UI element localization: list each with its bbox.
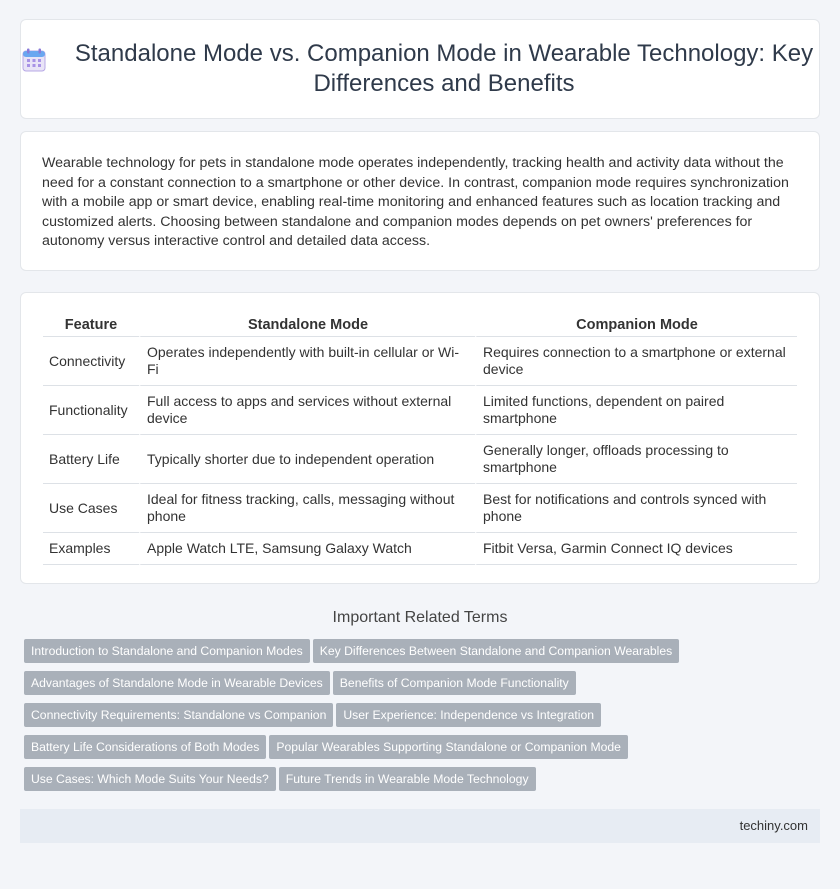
table-cell: Use Cases — [43, 484, 139, 533]
table-cell: Requires connection to a smartphone or external device — [475, 337, 797, 386]
comparison-table — [43, 313, 797, 565]
table-row — [43, 484, 797, 533]
table-cell: Fitbit Versa, Garmin Connect IQ devices — [475, 533, 797, 565]
header-card — [20, 19, 820, 119]
related-terms-title: Important Related Terms — [332, 609, 508, 626]
table-cell: Typically shorter due to independent operation — [139, 435, 475, 484]
column-header: Standalone Mode — [139, 313, 475, 337]
related-terms-list — [0, 639, 840, 799]
table-header-row — [43, 313, 797, 337]
table-cell: Connectivity — [43, 337, 139, 386]
intro-card — [20, 131, 820, 271]
related-term-tag[interactable]: Key Differences Between Standalone and Companion Wearables — [313, 639, 680, 663]
table-cell: Ideal for fitness tracking, calls, messaging without phone — [139, 484, 475, 533]
footer — [20, 809, 820, 843]
related-term-tag[interactable]: User Experience: Independence vs Integration — [336, 703, 601, 727]
table-row — [43, 337, 797, 386]
calendar-icon — [21, 60, 69, 78]
related-term-tag[interactable]: Popular Wearables Supporting Standalone or Companion Mode — [269, 735, 628, 759]
column-header: Feature — [43, 313, 139, 337]
related-term-tag[interactable]: Use Cases: Which Mode Suits Your Needs? — [24, 767, 276, 791]
related-term-tag[interactable]: Connectivity Requirements: Standalone vs Companion — [24, 703, 333, 727]
related-term-tag[interactable]: Benefits of Companion Mode Functionality — [333, 671, 576, 695]
column-header: Companion Mode — [475, 313, 797, 337]
related-term-tag[interactable]: Future Trends in Wearable Mode Technology — [279, 767, 536, 791]
comparison-table-card — [20, 292, 820, 584]
table-row — [43, 386, 797, 435]
related-term-tag[interactable]: Battery Life Considerations of Both Modes — [24, 735, 266, 759]
table-cell: Apple Watch LTE, Samsung Galaxy Watch — [139, 533, 475, 565]
table-cell: Battery Life — [43, 435, 139, 484]
related-term-tag[interactable]: Advantages of Standalone Mode in Wearable Devices — [24, 671, 330, 695]
table-cell: Examples — [43, 533, 139, 565]
page-title: Standalone Mode vs. Companion Mode in Wearable Technology: Key Differences and Benefits — [74, 40, 814, 97]
table-cell: Functionality — [43, 386, 139, 435]
related-term-tag[interactable]: Introduction to Standalone and Companion Modes — [24, 639, 310, 663]
table-cell: Operates independently with built-in cellular or Wi-Fi — [139, 337, 475, 386]
table-row — [43, 435, 797, 484]
table-cell: Full access to apps and services without external device — [139, 386, 475, 435]
footer-site[interactable]: techiny.com — [739, 818, 808, 833]
table-cell: Generally longer, offloads processing to smartphone — [475, 435, 797, 484]
intro-text: Wearable technology for pets in standalone mode operates independently, tracking health and activity data without the need for a constant connection to a smartphone or other device. In contrast, companion mode requires synchronization with a mobile app or smart device, enabling real-time monitoring and enhanced features such as location tracking and customized alerts. Choosing between standalone and companion modes depends on pet owners' preferences for autonomy versus interactive control and detailed data access. — [42, 155, 789, 249]
table-cell: Best for notifications and controls synced with phone — [475, 484, 797, 533]
table-row — [43, 533, 797, 565]
table-cell: Limited functions, dependent on paired smartphone — [475, 386, 797, 435]
